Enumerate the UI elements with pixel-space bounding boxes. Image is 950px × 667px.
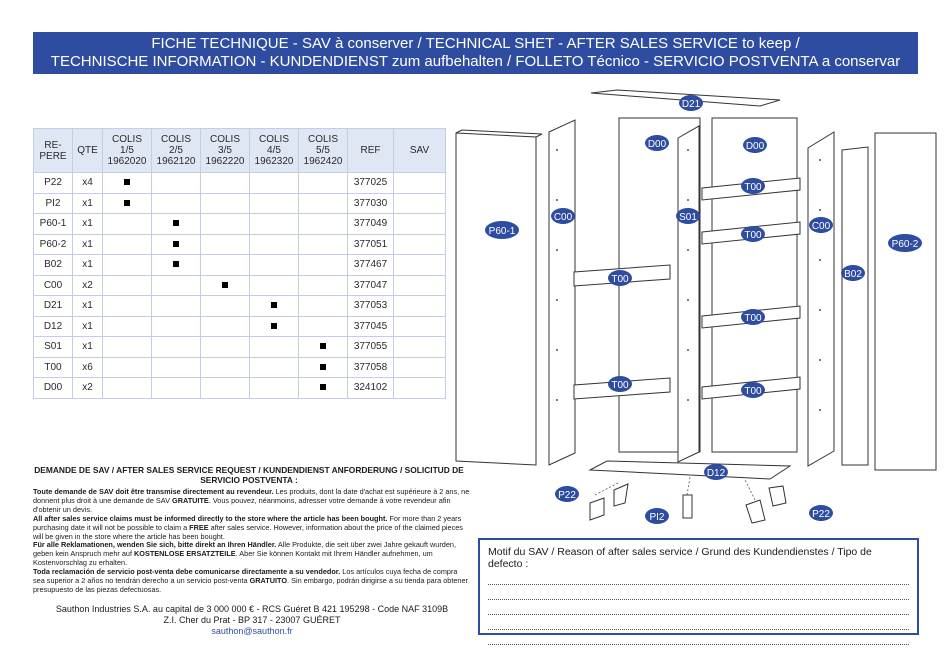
cell-ref: 377030 bbox=[348, 193, 394, 214]
cell-qte: x1 bbox=[73, 316, 103, 337]
cell-ref: 377051 bbox=[348, 234, 394, 255]
col-header-repere: RE- PERE bbox=[34, 129, 73, 173]
label-b02 bbox=[841, 265, 865, 281]
cell-repere: P60-2 bbox=[34, 234, 73, 255]
sav-text-en: All after sales service claims must be informed directly to the store where the article has been bought. For more than 2 years purchasing date it will not be possible to claim a FREE after sales service. However, information about the price of the claimed pieces will be given in the store where the article has been bought. bbox=[33, 513, 463, 541]
foot-pi2 bbox=[683, 495, 692, 518]
cell-qte: x1 bbox=[73, 214, 103, 235]
col-header-colis-4: COLIS 4/5 1962320 bbox=[250, 129, 299, 173]
cell-ref: 377045 bbox=[348, 316, 394, 337]
cell-qte: x1 bbox=[73, 296, 103, 317]
svg-text:D00: D00 bbox=[647, 139, 667, 150]
label-pi2 bbox=[645, 508, 669, 524]
col-header-colis-2: COLIS 2/5 1962120 bbox=[152, 129, 201, 173]
cell-repere: S01 bbox=[34, 337, 73, 358]
cell-qte: x1 bbox=[73, 234, 103, 255]
header-line-2: TECHNISCHE INFORMATION - KUNDENDIENST zum aufbehalten / FOLLETO Técnico - SERVICIO POSTVENTA a conservar bbox=[50, 53, 901, 70]
label-d21 bbox=[679, 95, 703, 111]
svg-text:D00: D00 bbox=[745, 141, 765, 152]
company-address: Z.I. Cher du Prat - BP 317 - 23007 GUÉRET bbox=[163, 615, 341, 625]
cell-qte: x2 bbox=[73, 275, 103, 296]
svg-text:B02: B02 bbox=[844, 269, 862, 280]
label-t00-1 bbox=[741, 178, 765, 194]
label-t00-5 bbox=[608, 376, 632, 392]
panel-p60-2 bbox=[875, 133, 936, 470]
label-p22-left bbox=[555, 486, 579, 502]
sav-text-es: Toda reclamación de servicio post-venta debe comunicarse directamente a su vendedor. Los artículos cuya fecha de compra sea superior a 2 años no tendrán derecho a un servicio post-venta GRATUITO. Sin embargo, podrán dirigirse a su tienda para obtener presupuesto de las piezas defectuosas. bbox=[33, 567, 468, 594]
svg-text:PI2: PI2 bbox=[649, 512, 665, 523]
label-t00-2 bbox=[741, 226, 765, 242]
svg-text:C00: C00 bbox=[553, 212, 573, 223]
label-s01 bbox=[676, 208, 700, 224]
col-header-colis-1: COLIS 1/5 1962020 bbox=[103, 129, 152, 173]
cell-qte: x4 bbox=[73, 173, 103, 194]
cell-ref: 377049 bbox=[348, 214, 394, 235]
cell-ref: 377055 bbox=[348, 337, 394, 358]
svg-text:P22: P22 bbox=[812, 509, 830, 520]
foot-p22-left-1 bbox=[590, 498, 604, 520]
header-line-1: FICHE TECHNIQUE - SAV à conserver / TECHNICAL SHET - AFTER SALES SERVICE to keep / bbox=[151, 35, 800, 52]
panel-d12 bbox=[590, 461, 790, 479]
sav-text-de: Für alle Reklamationen, wenden Sie sich, bitte direkt an Ihren Händler. Alle Produkte, die seit über zwei Jahre gekauft wurden, geben kein Anspruch mehr auf KOSTENLOSE ERSATZTEILE. Aber Sie können Kontakt mit Ihrem Händler aufnehmen, um Kostenvorschlag zu erhalten. bbox=[33, 540, 456, 568]
label-p60-1 bbox=[485, 221, 519, 239]
panel-b02 bbox=[842, 147, 868, 465]
svg-text:T00: T00 bbox=[744, 182, 762, 193]
cell-repere: D21 bbox=[34, 296, 73, 317]
col-header-qte: QTE bbox=[73, 129, 103, 173]
cell-repere: P22 bbox=[34, 173, 73, 194]
svg-text:T00: T00 bbox=[611, 274, 629, 285]
company-legal: Sauthon Industries S.A. au capital de 3 000 000 € - RCS Guéret B 421 195298 - Code NAF 3109B bbox=[55, 604, 449, 614]
cell-repere: T00 bbox=[34, 357, 73, 378]
panel-back-right bbox=[712, 118, 797, 452]
label-c00-left bbox=[551, 208, 575, 224]
label-t00-6 bbox=[741, 382, 765, 398]
svg-text:D21: D21 bbox=[681, 99, 701, 110]
label-c00-right bbox=[809, 217, 833, 233]
company-email[interactable]: sauthon@sauthon.fr bbox=[211, 626, 293, 636]
cell-repere: D12 bbox=[34, 316, 73, 337]
panel-c00-right bbox=[808, 132, 834, 466]
label-t00-3 bbox=[608, 270, 632, 286]
cell-ref: 324102 bbox=[348, 378, 394, 399]
svg-text:T00: T00 bbox=[611, 380, 629, 391]
svg-text:T00: T00 bbox=[744, 386, 762, 397]
cell-repere: D00 bbox=[34, 378, 73, 399]
sav-text-fr: Toute demande de SAV doit être transmise directement au revendeur. Les produits, dont la date d'achat est supérieure à 2 ans, ne donnent plus droit à une demande de SAV GRATUITE. Vous pouvez, néanmoins, adresser votre demande à votre revendeur afin d'obtenir un devis. bbox=[33, 487, 470, 514]
cell-ref: 377047 bbox=[348, 275, 394, 296]
svg-text:P60-2: P60-2 bbox=[891, 239, 919, 250]
cell-qte: x1 bbox=[73, 255, 103, 276]
cell-repere: C00 bbox=[34, 275, 73, 296]
foot-p22-right-2 bbox=[769, 486, 786, 506]
label-d12 bbox=[704, 464, 728, 480]
svg-text:C00: C00 bbox=[811, 221, 831, 232]
panel-c00-left bbox=[549, 120, 575, 465]
panel-p60-1 bbox=[456, 133, 536, 465]
col-header-ref: REF bbox=[348, 129, 394, 173]
svg-text:P22: P22 bbox=[558, 490, 576, 501]
foot-p22-left-2 bbox=[614, 484, 628, 506]
col-header-sav: SAV bbox=[394, 129, 446, 173]
cell-ref: 377025 bbox=[348, 173, 394, 194]
sav-reason-label: Motif du SAV / Reason of after sales service / Grund des Kundendienstes / Tipo de defecto : bbox=[488, 546, 872, 570]
col-header-colis-5: COLIS 5/5 1962420 bbox=[299, 129, 348, 173]
cell-ref: 377467 bbox=[348, 255, 394, 276]
cell-ref: 377058 bbox=[348, 357, 394, 378]
col-header-colis-3: COLIS 3/5 1962220 bbox=[201, 129, 250, 173]
cell-qte: x1 bbox=[73, 193, 103, 214]
svg-text:S01: S01 bbox=[679, 212, 697, 223]
svg-text:D12: D12 bbox=[706, 468, 726, 479]
cell-qte: x2 bbox=[73, 378, 103, 399]
cell-repere: B02 bbox=[34, 255, 73, 276]
cell-qte: x1 bbox=[73, 337, 103, 358]
svg-text:T00: T00 bbox=[744, 313, 762, 324]
label-d00-left bbox=[645, 135, 669, 151]
cell-qte: x6 bbox=[73, 357, 103, 378]
panel-s01 bbox=[678, 126, 699, 462]
sav-request-title: DEMANDE DE SAV / AFTER SALES SERVICE REQUEST / KUNDENDIENST ANFORDERUNG / SOLICITUD DE SERVICIO POSTVENTA : bbox=[34, 465, 464, 485]
svg-text:T00: T00 bbox=[744, 230, 762, 241]
foot-p22-right-1 bbox=[746, 500, 765, 523]
cell-repere: P60-1 bbox=[34, 214, 73, 235]
label-d00-right bbox=[743, 137, 767, 153]
label-p22-right bbox=[809, 505, 833, 521]
cell-ref: 377053 bbox=[348, 296, 394, 317]
svg-text:P60-1: P60-1 bbox=[488, 226, 516, 237]
label-t00-4 bbox=[741, 309, 765, 325]
cell-repere: PI2 bbox=[34, 193, 73, 214]
label-p60-2 bbox=[888, 234, 922, 252]
